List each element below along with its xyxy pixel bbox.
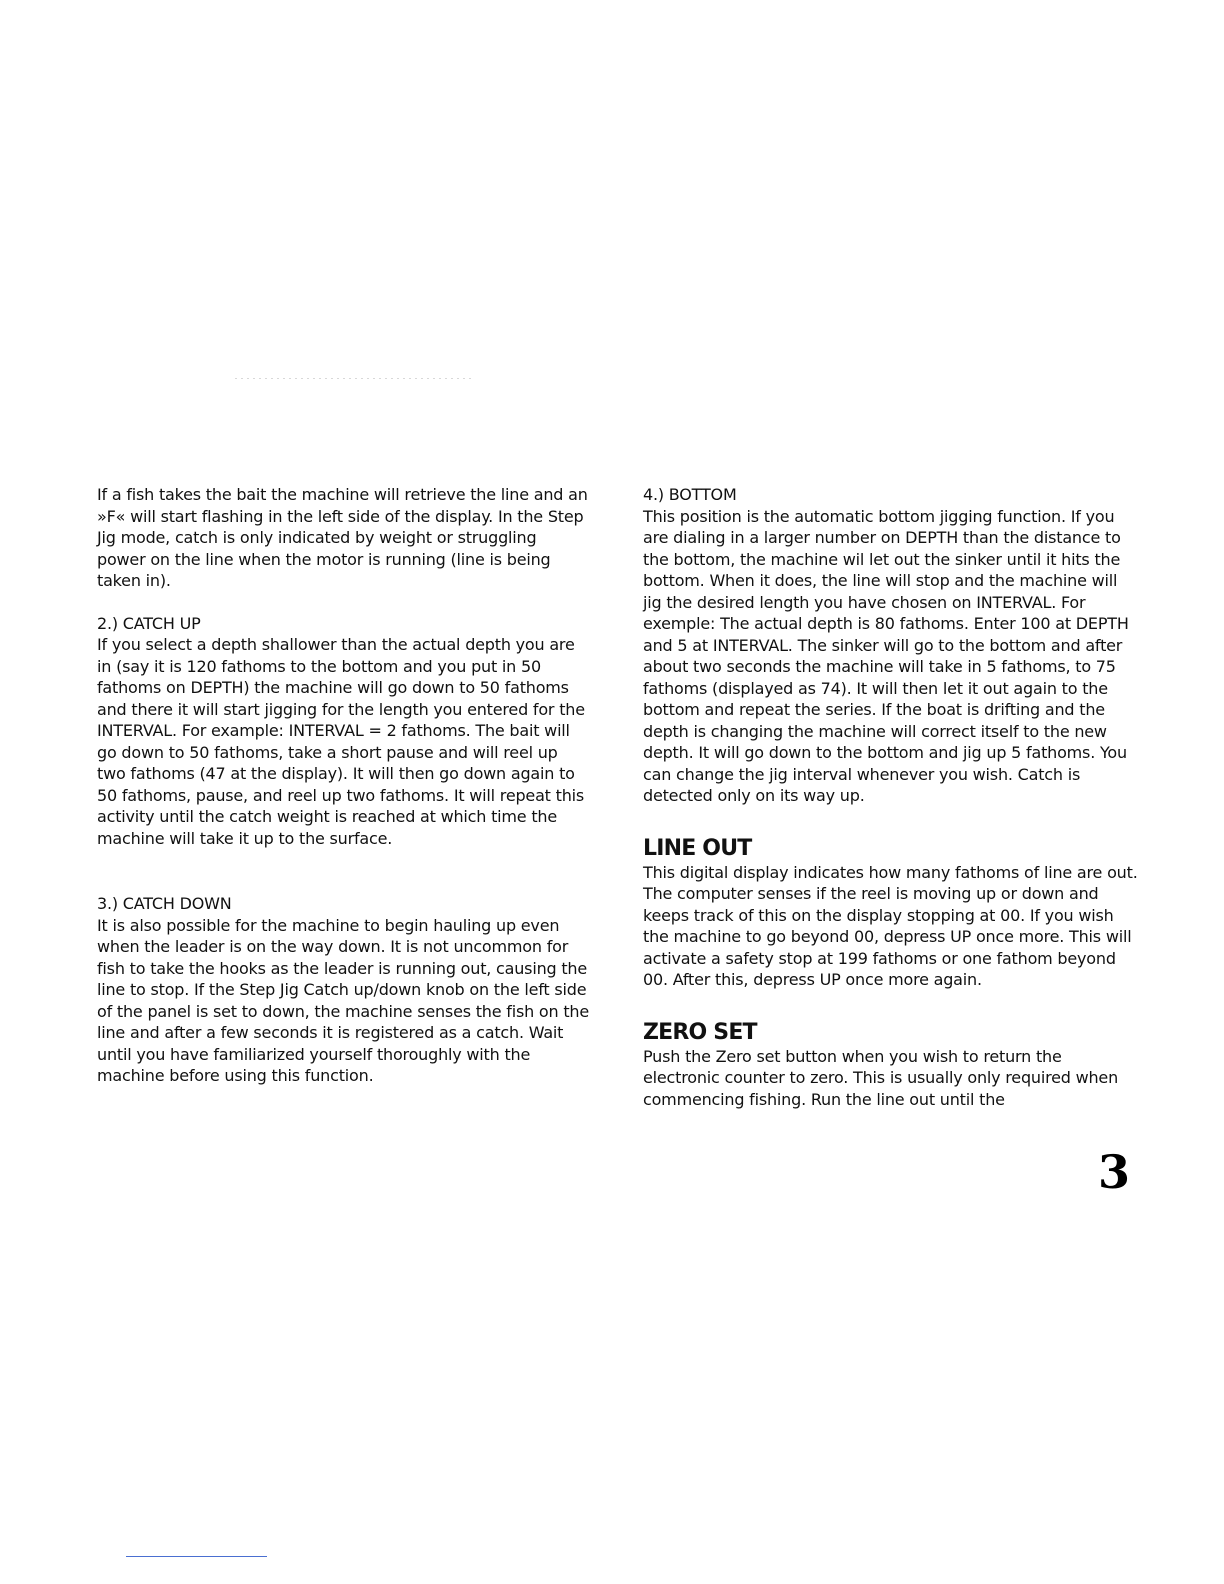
line-out-paragraph: This digital display indicates how many fathoms of line are out. The computer senses if the reel is moving up or down and keeps track of this on the display stopping at 00. If you wish the machine to go beyond 00, depress UP once more. This will activate a safety stop at 199 fathoms or one fathom beyond 00. After this, depress UP once more again.: [643, 862, 1138, 989]
scan-artifact: [235, 378, 475, 379]
zero-set-paragraph: Push the Zero set button when you wish to return the electronic counter to zero. This is usually only required when commencing fishing. Run the line out until the: [643, 1046, 1119, 1109]
catch-down-paragraph: It is also possible for the machine to begin hauling up even when the leader is on the way down. It is not uncommon for fish to take the hooks as the leader is running out, causing the line to stop. If the Step Jig Catch up/down knob on the left side of the panel is set to down, the machine senses the fish on the line and after a few seconds it is registered as a catch. Wait until you have familiarized yourself thoroughly with the machine before using this function.: [97, 915, 589, 1085]
right-column: [643, 484, 1139, 1110]
footer-rule: [126, 1556, 267, 1557]
intro-paragraph: If a fish takes the bait the machine will retrieve the line and an »F« will start flashing in the left side of the display. In the Step Jig mode, catch is only indicated by weight or struggling power on the line when the motor is running (line is being taken in).: [97, 485, 588, 590]
bottom-paragraph: This position is the automatic bottom jigging function. If you are dialing in a larger number on DEPTH than the distance to the bottom, the machine wil let out the sinker until it hits the bottom. When it does, the line will stop and the machine will jig the desired length you have chosen on INTERVAL. For exemple: The actual depth is 80 fathoms. Enter 100 at DEPTH and 5 at INTERVAL. The sinker will go to the bottom and after about two seconds the machine will take in 5 fathoms, to 75 fathoms (displayed as 74). It will then let it out again to the bottom and repeat the series. If the boat is drifting and the depth is changing the machine will correct itself to the new depth. It will go down to the bottom and jig up 5 fathoms. You can change the jig interval whenever you wish. Catch is detected only on its way up.: [643, 506, 1129, 805]
page-number: 3: [1097, 1145, 1130, 1199]
zero-set-heading: ZERO SET: [643, 1019, 757, 1045]
left-column: [97, 484, 589, 1087]
catch-up-paragraph: If you select a depth shallower than the actual depth you are in (say it is 120 fathoms to the bottom and you put in 50 fathoms on DEPTH) the machine will go down to 50 fathoms and there it will start jigging for the length you entered for the INTERVAL. For example: INTERVAL = 2 fathoms. The bait will go down to 50 fathoms, take a short pause and will reel up two fathoms (47 at the display). It will then go down again to 50 fathoms, pause, and reel up two fathoms. It will repeat this activity until the catch weight is reached at which time the machine will take it up to the surface.: [97, 635, 585, 848]
bottom-heading: 4.) BOTTOM: [643, 485, 737, 504]
line-out-heading: LINE OUT: [643, 835, 752, 861]
catch-up-heading: 2.) CATCH UP: [97, 613, 201, 633]
catch-down-heading: 3.) CATCH DOWN: [97, 894, 232, 913]
